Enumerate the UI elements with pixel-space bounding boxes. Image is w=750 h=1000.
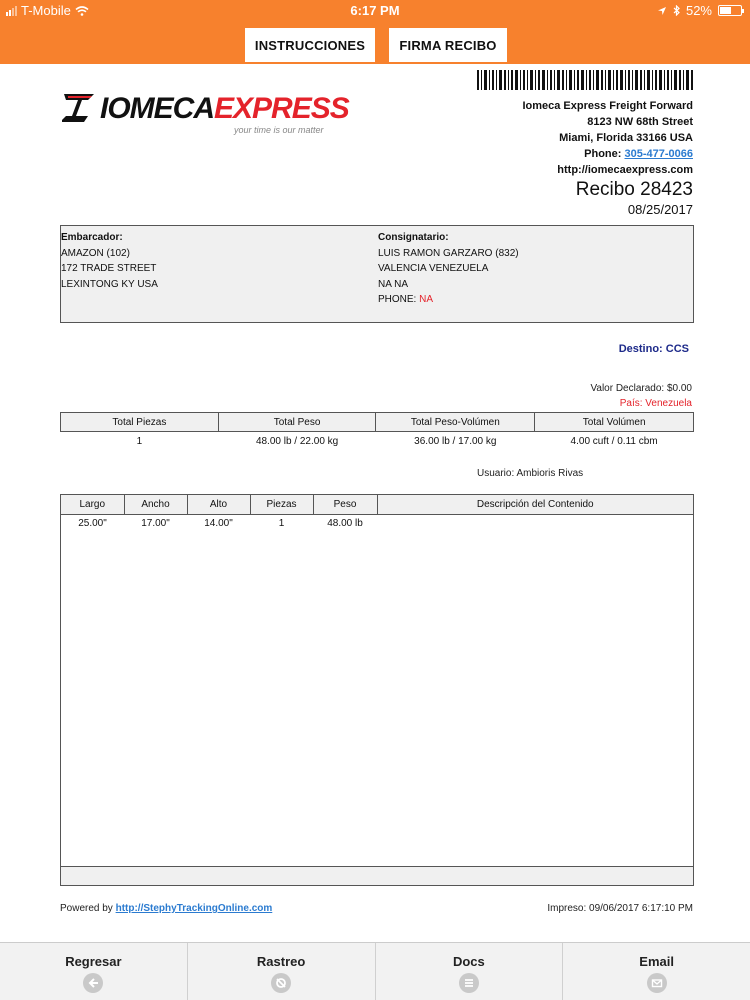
nav-label: Regresar bbox=[65, 954, 122, 969]
contents-header: Alto bbox=[187, 495, 250, 514]
docs-button[interactable] bbox=[376, 943, 564, 1000]
shipper-line: 172 TRADE STREET bbox=[61, 263, 157, 274]
totals-cell: 1 bbox=[136, 436, 143, 448]
logo-word-express: EXPRESS bbox=[214, 92, 349, 125]
contents-header: Descripción del Contenido bbox=[377, 495, 693, 514]
table-cell: 25.00" bbox=[78, 518, 107, 530]
phone-label: Phone: bbox=[584, 148, 622, 160]
consignee-line: VALENCIA VENEZUELA bbox=[378, 263, 489, 274]
powered-by bbox=[60, 903, 272, 914]
contents-header: Piezas bbox=[250, 495, 313, 514]
company-logo bbox=[62, 92, 352, 138]
totals-header: Total Piezas bbox=[61, 413, 219, 432]
battery-icon bbox=[718, 5, 742, 16]
table-cell bbox=[377, 514, 693, 533]
logo-tagline: your time is our matter bbox=[234, 125, 324, 135]
company-name: Iomeca Express Freight Forward bbox=[522, 100, 693, 112]
sign-receipt-button[interactable]: FIRMA RECIBO bbox=[389, 28, 507, 62]
company-city: Miami, Florida 33166 USA bbox=[559, 132, 693, 144]
parties-box bbox=[60, 225, 694, 323]
totals-header: Total Volúmen bbox=[535, 413, 694, 432]
back-arrow-icon bbox=[83, 973, 103, 993]
totals-header: Total Peso bbox=[218, 413, 376, 432]
table-cell: 17.00" bbox=[141, 518, 170, 530]
destination-country: País: Venezuela bbox=[619, 398, 692, 409]
receipt-document bbox=[0, 64, 750, 942]
shipper-section bbox=[61, 230, 158, 292]
table-row bbox=[61, 514, 693, 533]
totals-cell: 48.00 lb / 22.00 kg bbox=[255, 436, 339, 448]
table-cell: 1 bbox=[278, 518, 285, 530]
contents-header: Largo bbox=[61, 495, 124, 514]
consignee-line: NA NA bbox=[378, 278, 409, 290]
declared-value: Valor Declarado: $0.00 bbox=[590, 383, 692, 394]
consignee-line: LUIS RAMON GARZARO (832) bbox=[378, 247, 519, 259]
top-bar bbox=[0, 0, 750, 64]
company-phone-link[interactable]: 305-477-0066 bbox=[624, 148, 693, 160]
powered-label: Powered by bbox=[60, 903, 113, 914]
table-cell: 14.00" bbox=[204, 518, 233, 530]
battery-percent: 52% bbox=[685, 3, 712, 18]
powered-link[interactable]: http://StephyTrackingOnline.com bbox=[115, 903, 273, 914]
totals-cell: 36.00 lb / 17.00 kg bbox=[414, 436, 497, 448]
consignee-section bbox=[378, 230, 519, 308]
clock: 6:17 PM bbox=[350, 3, 400, 18]
tracking-icon bbox=[271, 973, 291, 993]
carrier: T-Mobile bbox=[21, 3, 71, 18]
docs-icon bbox=[459, 973, 479, 993]
contents-table-box bbox=[60, 494, 694, 886]
contents-table-footer bbox=[60, 866, 694, 886]
consignee-phone-value: NA bbox=[419, 294, 434, 305]
table-cell: 48.00 lb bbox=[327, 518, 363, 530]
totals-table bbox=[60, 412, 694, 452]
shipper-line: LEXINTONG KY USA bbox=[61, 278, 158, 290]
receipt-title: Recibo 28423 bbox=[575, 179, 693, 200]
instructions-button[interactable]: INSTRUCCIONES bbox=[245, 28, 375, 62]
nav-label: Email bbox=[639, 954, 674, 969]
location-icon bbox=[657, 6, 667, 16]
email-button[interactable] bbox=[563, 943, 750, 1000]
contents-header: Ancho bbox=[124, 495, 187, 514]
logo-mark-icon bbox=[62, 92, 102, 124]
nav-label: Docs bbox=[452, 954, 485, 969]
company-info bbox=[522, 98, 693, 178]
receipt-date: 08/25/2017 bbox=[627, 202, 693, 217]
user-label: Usuario: Ambioris Rivas bbox=[477, 468, 584, 479]
email-icon bbox=[647, 973, 667, 993]
tracking-button[interactable] bbox=[188, 943, 376, 1000]
contents-header: Peso bbox=[313, 495, 377, 514]
bluetooth-icon bbox=[673, 5, 680, 16]
consignee-phone-label: PHONE: bbox=[378, 294, 417, 305]
bottom-nav bbox=[0, 942, 750, 1000]
logo-word-iomeca: IOMECA bbox=[100, 92, 214, 125]
destination: Destino: CCS bbox=[618, 343, 689, 355]
company-street: 8123 NW 68th Street bbox=[587, 116, 693, 128]
totals-cell: 4.00 cuft / 0.11 cbm bbox=[570, 436, 658, 448]
company-website: http://iomecaexpress.com bbox=[557, 164, 693, 176]
printed-timestamp: Impreso: 09/06/2017 6:17:10 PM bbox=[547, 903, 693, 914]
consignee-heading: Consignatario: bbox=[378, 232, 449, 243]
totals-row bbox=[61, 432, 694, 452]
shipper-heading: Embarcador: bbox=[61, 232, 123, 243]
shipper-line: AMAZON (102) bbox=[61, 247, 130, 259]
nav-label: Rastreo bbox=[256, 954, 306, 969]
back-button[interactable] bbox=[0, 943, 188, 1000]
barcode bbox=[477, 70, 693, 90]
contents-table bbox=[61, 495, 693, 533]
status-bar bbox=[0, 0, 750, 22]
totals-header: Total Peso-Volúmen bbox=[376, 413, 535, 432]
